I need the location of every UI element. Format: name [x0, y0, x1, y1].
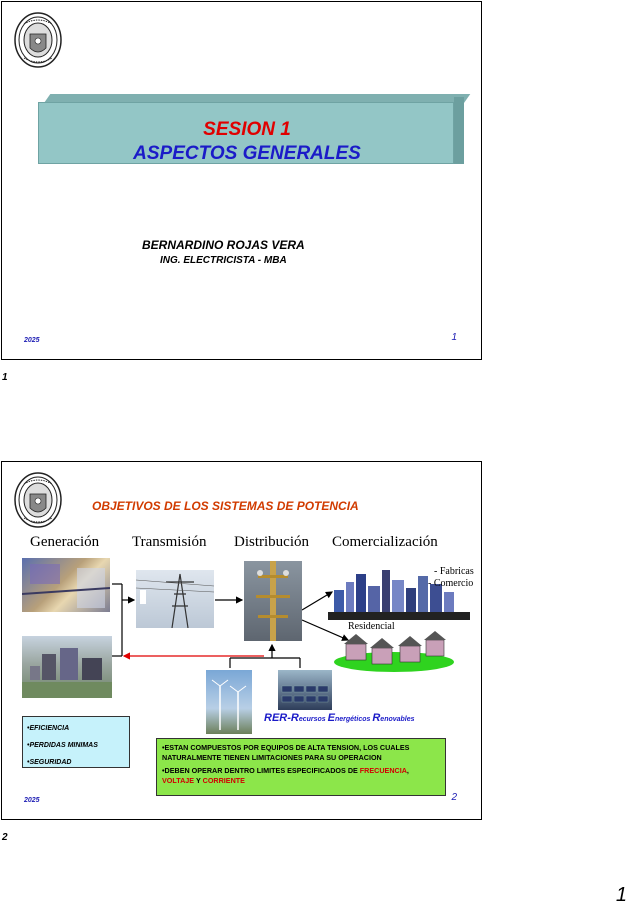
slide-number: 2 — [451, 792, 457, 803]
slide-2 — [1, 461, 482, 820]
slide-title-session: SESION 1 — [203, 119, 291, 140]
label-residencial: Residencial — [348, 621, 395, 632]
objective-item: •EFICIENCIA — [27, 725, 70, 732]
solar-panels-image — [278, 670, 332, 710]
stage-distribution: Distribución — [234, 534, 309, 550]
label-fabricas: - Fabricas — [434, 566, 474, 577]
slide-year: 2025 — [24, 337, 40, 344]
objective-item: •SEGURIDAD — [27, 759, 72, 766]
author-name: BERNARDINO ROJAS VERA — [142, 238, 305, 252]
slide-title: OBJETIVOS DE LOS SISTEMAS DE POTENCIA — [92, 499, 359, 513]
university-seal-icon — [14, 12, 62, 68]
rer-heading: RER-Recursos Energéticos Renovables — [264, 712, 415, 724]
slide-label-2: 2 — [2, 832, 8, 843]
distribution-pole-image — [244, 561, 302, 641]
stage-commercialization: Comercialización — [332, 534, 438, 550]
slide-number: 1 — [451, 332, 457, 343]
generation-plant-image — [22, 558, 110, 612]
objectives-box — [22, 716, 130, 768]
residential-houses-image — [334, 630, 454, 672]
label-comercio: - Comercio — [428, 578, 474, 589]
objective-item: •PERDIDAS MINIMAS — [27, 742, 98, 749]
slide-label-1: 1 — [2, 372, 8, 383]
constraint-note-2: •DEBEN OPERAR DENTRO LIMITES ESPECIFICADOS DE FRECUENCIA, VOLTAJE Y CORRIENTE — [162, 766, 409, 785]
thermal-plant-image — [22, 636, 112, 698]
constraint-note-1: •ESTAN COMPUESTOS POR EQUIPOS DE ALTA TENSION, LOS CUALES NATURALMENTE TIENEN LIMITACIONES PARA SU OPERACION — [162, 743, 410, 762]
wind-turbines-image — [206, 670, 252, 734]
transmission-tower-image — [136, 570, 214, 628]
slide-1 — [1, 1, 482, 360]
author-role: ING. ELECTRICISTA - MBA — [160, 255, 287, 266]
title-banner — [38, 94, 466, 166]
slide-year: 2025 — [24, 797, 40, 804]
constraints-box — [156, 738, 446, 796]
slide-title-topic: ASPECTOS GENERALES — [133, 143, 361, 164]
page-number: 1 — [615, 884, 627, 906]
stage-transmission: Transmisión — [132, 534, 207, 550]
stage-generation: Generación — [30, 534, 100, 550]
